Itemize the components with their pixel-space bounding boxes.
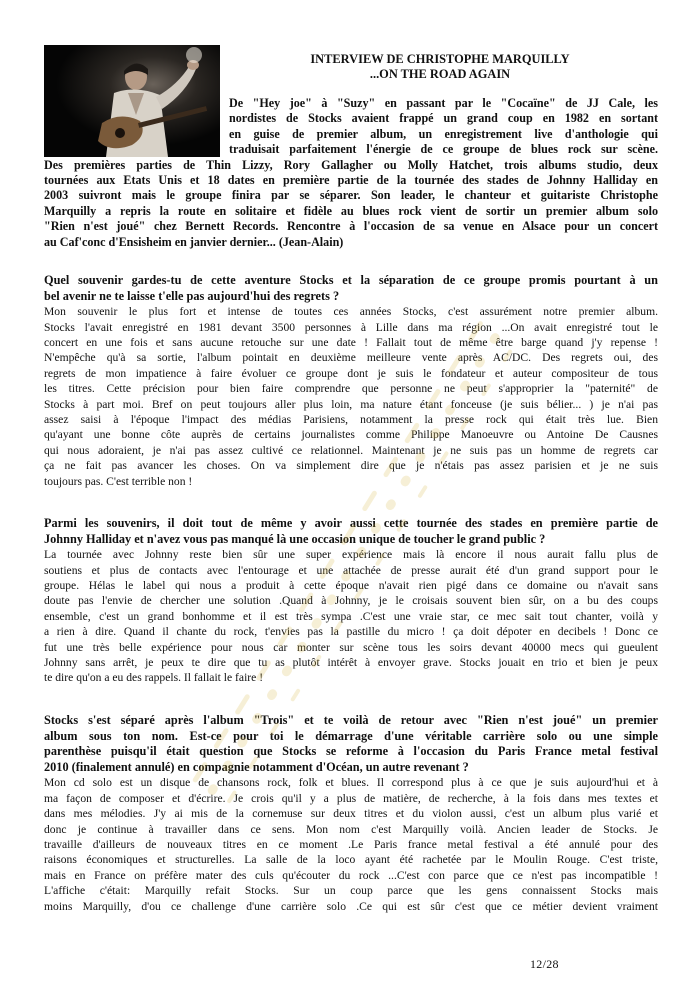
- intro-line: traduisait parfaitement l'énergie de ce groupe de blues rock sur scène.: [229, 142, 658, 157]
- answer-line: a rien à dire. Quand il chante du rock, t'envies pas la pastille du micro ! ça doit dépoter en decibels ! Donc ce: [44, 625, 658, 639]
- question-line: parenthèse puisqu'il était question que Stocks se reforme à l'occasion du Paris France metal festival: [44, 744, 658, 759]
- answer-line: Stocks à part moi. Bref on peut toujours aller plus loin, ma nature étant fonceuse (je suis bélier... ) je n'ai pas: [44, 397, 658, 411]
- interview-section-2: [44, 516, 658, 686]
- question-line: album sous ton nom. Est-ce pour toi le démarrage d'une véritable carrière solo ou une simple: [44, 728, 658, 743]
- intro-line: tournées aux Etats Unis et 18 dates en première partie de la tournée des stades de Johnny Halliday en: [44, 173, 658, 188]
- answer-line: ensemble, c'est un grand bonhomme et il est très sympa .C'est une vraie star, ce mec sait tout chanter, voilà y: [44, 609, 658, 623]
- question-line: Parmi les souvenirs, il doit tout de même y avoir aussi cette tournée des stades en première partie de: [44, 516, 658, 530]
- answer-line: assez saisi à l'époque l'impact des médias Parisiens, notamment la presse rock qui était très lue. Bien: [44, 413, 658, 427]
- answer-line: doute pas l'envie de chercher une solution .Quand à Johnny, je le croisais souvent bien sûr, on a bu des coups: [44, 594, 658, 608]
- answer-line: ça ne fait pas avancer les choses. On va simplement dire que je n'étais pas assez parisien et je ne suis: [44, 459, 658, 473]
- intro-line: Des premières parties de Thin Lizzy, Rory Gallagher ou Molly Hatchet, trois albums studio, deux: [44, 157, 658, 172]
- question-line: bel avenir ne te laisse t'elle pas aujourd'hui des regrets ?: [44, 288, 340, 303]
- answer-line: qu'ayant une bonne côte auprès de certains journalistes comme Philippe Manoeuvre ou Antoine De Causnes: [44, 428, 658, 442]
- answer-line: ma façon de composer et d'écrire. Je crois qu'il y a plus de matière, de recherche, à la fois dans mes textes et: [44, 791, 658, 805]
- answer-line: Stocks l'avait enregistré en 1981 devant 3500 personnes à Lille dans ma région ...On avait enregistré tout le: [44, 320, 658, 334]
- answer-line: groupe. Hélas le label qui nous a produit à cette époque n'avait rien pigé dans ce domaine ou n'avait sans: [44, 579, 658, 592]
- intro-line: De "Hey joe" à "Suzy" en passant par le "Cocaïne" de JJ Cale, les: [229, 96, 658, 110]
- title-line: INTERVIEW DE CHRISTOPHE MARQUILLY: [310, 52, 570, 66]
- answer-line: N'empêche qu'à sa sortie, l'album pointait en deuxième meilleure vente après AC/DC. Des regrets oui, des: [44, 351, 658, 365]
- answer-line: qui nous adoraient, je n'ai pas assez cultivé ce relationnel. Maintenant je ne suis pas un homme de regrets car: [44, 443, 658, 457]
- answer-line: donc je continue à travailler dans ce sens. Mon nom c'est Marquilly voilà. Ancien leader de Stocks. Je: [44, 822, 658, 836]
- question-line: Johnny Halliday et n'avez vous pas manqué là une occasion unique de toucher le grand public ?: [44, 531, 546, 546]
- answer-line: regrets de mon impatience à faire évoluer ce groupe dont je suis le fondateur et auteur compositeur de tous: [44, 366, 658, 380]
- question: [44, 273, 658, 304]
- answer-line: raisons économiques et structurelles. La salle de la loco ayant été rachetée par le Moulin Rouge. C'est triste,: [44, 853, 658, 867]
- answer-line: Johnny sans arrêt, je peux te dire que tu as plutôt intérêt à envoyer grave. Stocks jouait en trio et bien je peux: [44, 656, 658, 670]
- answer-line: te dire qu'on a eu des rappels. Il fallait le faire !: [44, 671, 264, 685]
- answer-line: La tournée avec Johnny reste bien sûr une super expérience mais là encore il nous aurait fallu plus de: [44, 548, 658, 562]
- answer-line: moins Marquilly, d'ou ce challenge d'une carrière solo .Ce qui est sûr c'est que ce métier devient vraiment: [44, 899, 658, 913]
- answer-line: concert en une fois et sans aucune retouche sur une date ! Fallait tout de même être barge quand j'y repense !: [44, 336, 658, 349]
- intro-paragraph: [44, 96, 658, 250]
- answer-line: L'affiche c'était: Marquilly refait Stocks. Sur un coup parce que les gens connaissent Stocks mais: [44, 884, 658, 898]
- question-line: Stocks s'est séparé après l'album "Trois" et te voilà de retour avec "Rien n'est joué" un premier: [44, 713, 658, 727]
- answer-line: toujours pas. C'est terrible non !: [44, 474, 193, 488]
- intro-line: "Rien n'est joué" chez Bernett Records. Rencontre à l'occasion de sa venue en Alsace pour un concert: [44, 219, 658, 234]
- answer-line: Mon souvenir le plus fort et intense de toutes ces années Stocks, c'est assurément notre premier album.: [44, 305, 658, 319]
- answer-line: dans mes mélodies. J'y ai mis de la cornemuse sur deux titres et du violon aussi, c'est un album plus varié et: [44, 807, 658, 821]
- intro-line: Marquilly a repris la route en solitaire et fidèle au blues rock vient de sortir un premier album solo: [44, 203, 658, 218]
- interview-section-1: [44, 273, 658, 489]
- intro-line: au Caf'conc d'Ensisheim en janvier dernier... (Jean-Alain): [44, 234, 344, 249]
- question-line: Quel souvenir gardes-tu de cette aventure Stocks et la séparation de ce groupe promis pourtant à un: [44, 273, 658, 287]
- answer: [44, 775, 658, 914]
- question-line: 2010 (finalement annulé) en compagnie notamment d'Océan, un autre revenant ?: [44, 759, 469, 774]
- subtitle-line: ...ON THE ROAD AGAIN: [369, 67, 511, 81]
- answer: [44, 547, 658, 686]
- intro-line: 2003 suivront mais le groupe finira par se séparer. Son leader, le chanteur et guitariste Christophe: [44, 188, 658, 203]
- page-number: 12/28: [530, 957, 559, 971]
- interview-section-3: [44, 713, 658, 914]
- article-title: [230, 52, 650, 82]
- answer-line: mais en France on préfère mater des culs qu'écouter du rock ...C'est con parce que ce n'est pas incompatible !: [44, 868, 658, 882]
- question: [44, 713, 658, 775]
- answer-line: soutiens et plus de contacts avec l'entourage et une attachée de presse aurait été d'un grand support pour le: [44, 563, 658, 577]
- intro-line: nordistes de Stocks avaient frappé un grand coup en 1982 en sortant: [229, 111, 658, 126]
- answer-line: Mon cd solo est un disque de chansons rock, folk et blues. Il correspond plus à ce que je suis aujourd'hui et à: [44, 776, 658, 790]
- answer-line: fut une très belle expérience pour nous car monter sur scène tous les soirs devant 40000 mecs qui gueulent: [44, 640, 658, 654]
- answer-line: travaille d'ailleurs de nouveaux titres en ce moment .Le Paris france metal festival a été annulé pour des: [44, 838, 658, 851]
- intro-line: en guise de premier album, un enregistrement live d'anthologie qui: [229, 126, 658, 141]
- answer-line: les titres. Cette précision pour bien faire comprendre que personne ne peut s'approprier la "paternité" de: [44, 382, 658, 396]
- answer: [44, 304, 658, 489]
- question: [44, 516, 658, 547]
